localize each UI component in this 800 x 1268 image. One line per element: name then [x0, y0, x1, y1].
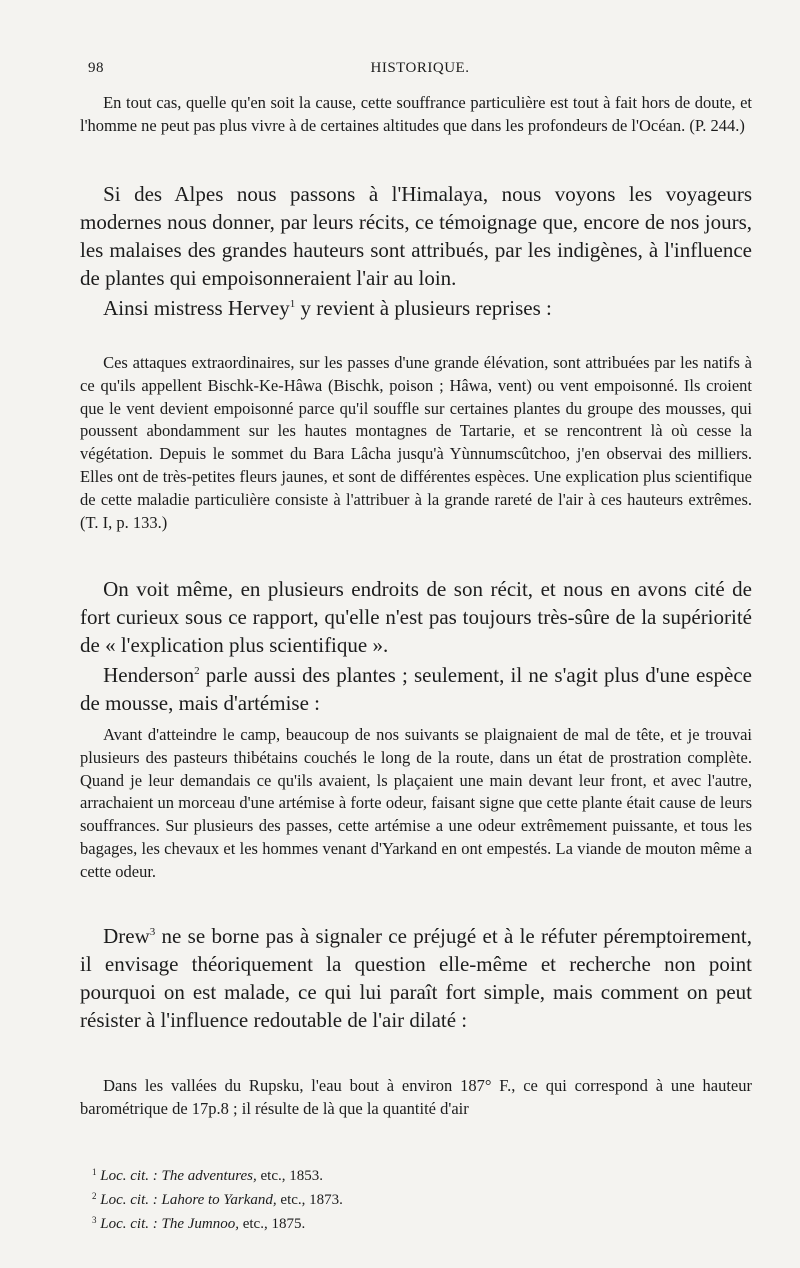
footnote-number: 2	[92, 1191, 97, 1201]
footnote-ref-1: 1	[289, 298, 296, 310]
quote-intro-text: En tout cas, quelle qu'en soit la cause, cette souffrance particulière est tout à fait hors de doute, et l'homme ne peut pas plus vivre à de certaines altitudes que dans les profondeurs de l'Océan. (P. 244.)	[80, 93, 752, 135]
body-section-1	[80, 180, 752, 322]
footnote-reference: Loc. cit. : The Jumnoo,	[100, 1216, 239, 1232]
quote-drew-text: Dans les vallées du Rupsku, l'eau bout à environ 187° F., ce qui correspond à une hauteur barométrique de 17p.8 ; il résulte de là que la quantité d'air	[80, 1076, 752, 1118]
paragraph-recit: On voit même, en plusieurs endroits de son récit, et nous en avons cité de fort curieux sous ce rapport, qu'elle n'est pas toujours très-sûre de la supériorité de « l'explication plus scientifique ».	[80, 577, 752, 657]
body-section-2	[80, 575, 752, 717]
footnote-reference: Loc. cit. : The adventures,	[100, 1168, 257, 1184]
footnote-ref-2: 2	[194, 665, 200, 677]
footnote	[92, 1210, 692, 1234]
drew-text-before: Drew	[103, 924, 150, 948]
footnote-number: 3	[92, 1215, 97, 1225]
henderson-text-before: Henderson	[103, 663, 195, 687]
quote-henderson	[80, 724, 752, 884]
footnote-ref-3: 3	[149, 926, 156, 938]
body-section-3	[80, 922, 752, 1034]
quote-hervey	[80, 352, 752, 534]
paragraph-henderson	[80, 661, 752, 717]
paragraph-drew	[80, 922, 752, 1034]
footnotes	[92, 1162, 692, 1234]
henderson-text-after: parle aussi des plantes ; seulement, il ne s'agit plus d'une espèce de mousse, mais d'artémise :	[80, 663, 752, 715]
running-title: HISTORIQUE.	[370, 60, 470, 76]
footnote-rest: etc., 1875.	[238, 1216, 306, 1232]
quote-henderson-text: Avant d'atteindre le camp, beaucoup de nos suivants se plaignaient de mal de tête, et je trouvai plusieurs des pasteurs thibétains couchés le long de la route, dans un état de prostration complète. Quand je leur demandais ce qu'ils avaient, ls plaçaient une main devant leur front, et avec l'autre, arrachaient un morceau d'une artémise à forte odeur, faisant signe que cette plante était cause de leurs souffrances. Sur plusieurs des passes, cette artémise a une odeur extrêmement puissante, et tous les bagages, les chevaux et les hommes venant d'Yarkand en ont empestés. La viande de mouton même a cette odeur.	[80, 725, 752, 881]
paragraph-hervey	[80, 294, 752, 322]
quote-intro	[80, 92, 752, 138]
footnote	[92, 1162, 692, 1186]
footnote-rest: etc., 1853.	[256, 1168, 323, 1184]
footnote-rest: etc., 1873.	[276, 1192, 343, 1208]
page-number: 98	[88, 60, 104, 76]
quote-drew	[80, 1075, 752, 1121]
footnote	[92, 1186, 692, 1210]
page-header	[88, 60, 752, 82]
hervey-text-after: y revient à plusieurs reprises :	[295, 296, 552, 320]
quote-hervey-text: Ces attaques extraordinaires, sur les passes d'une grande élévation, sont attribuées par les natifs à ce qu'ils appellent Bischk-Ke-Hâwa (Bischk, poison ; Hâwa, vent) ou vent empoisonné. Ils croient que le vent devient empoisonné parce qu'il souffle sur certaines plantes du groupe des mousses, qui poussent abondamment sur les hautes montagnes de Tartarie, et se rencontrent là où cesse la végétation. Depuis le sommet du Bara Lâcha jusqu'à Yùnnumscûtchoo, j'en observai des milliers. Elles ont de très-petites fleurs jaunes, et sont de différentes espèces. Une explication plus scientifique de cette maladie particulière consiste à l'attribuer à la grande rareté de l'air à ces hauteurs extrêmes. (T. I, p. 133.)	[80, 353, 752, 532]
drew-text-after: ne se borne pas à signaler ce préjugé et à le réfuter péremptoirement, il envisage théoriquement la question elle-même et recherche non point pourquoi on est malade, ce qui lui paraît fort simple, mais comment on peut résister à l'influence redoutable de l'air dilaté :	[80, 924, 752, 1032]
footnote-number: 1	[92, 1167, 97, 1177]
footnote-reference: Loc. cit. : Lahore to Yarkand,	[100, 1192, 277, 1208]
paragraph-himalaya: Si des Alpes nous passons à l'Himalaya, nous voyons les voyageurs modernes nous donner, par leurs récits, ce témoignage que, encore de nos jours, les malaises des grandes hauteurs sont attribués, par les indigènes, à l'influence de plantes qui empoisonneraient l'air au loin.	[80, 182, 752, 290]
hervey-text-before: Ainsi mistress Hervey	[103, 296, 290, 320]
